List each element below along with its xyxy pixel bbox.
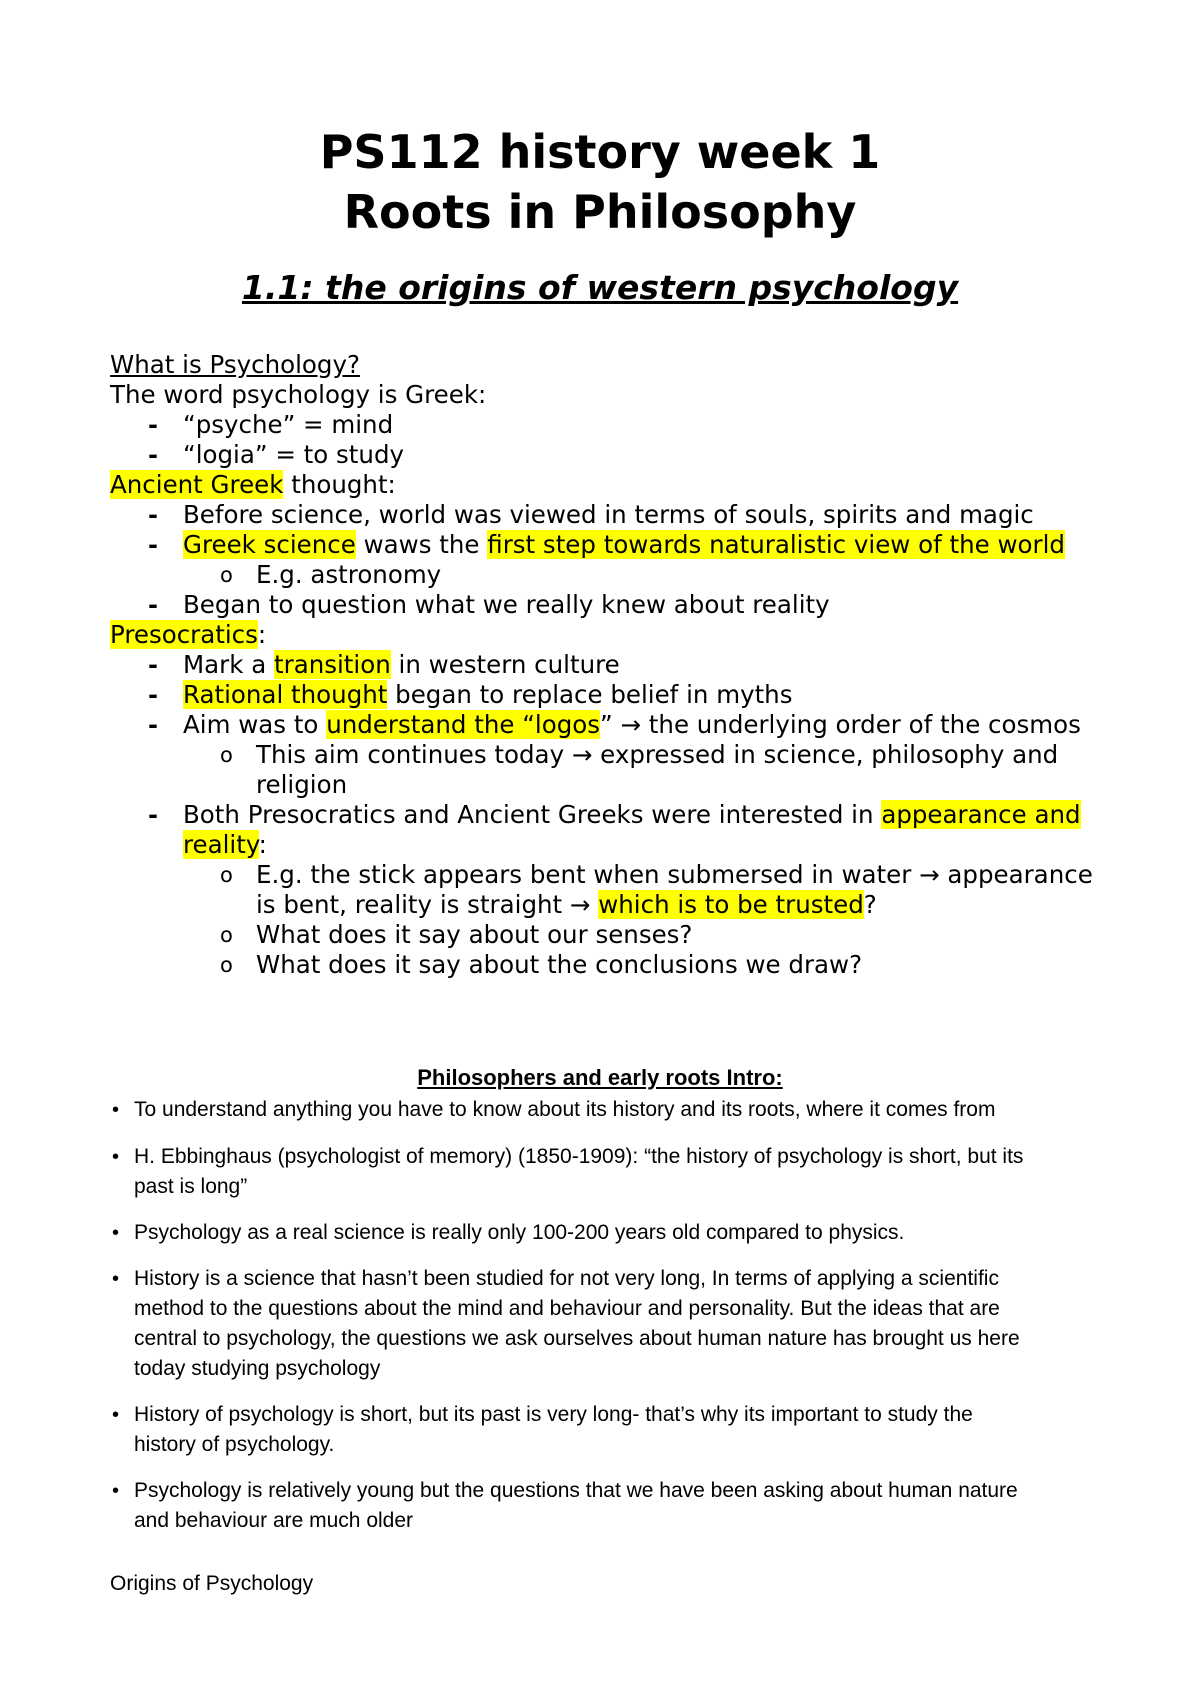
dash-bullet: - bbox=[148, 411, 158, 439]
began-question-item: Began to question what we really knew about reality bbox=[183, 590, 830, 619]
stick-example-line-1: E.g. the stick appears bent when submersed in water → appearance bbox=[256, 860, 1093, 889]
dash-bullet: - bbox=[148, 651, 158, 679]
o-bullet: o bbox=[220, 923, 233, 947]
intro-point-2-line-2: past is long” bbox=[134, 1175, 248, 1198]
section-heading: Philosophers and early roots Intro: bbox=[417, 1065, 783, 1090]
bullet-dot: • bbox=[112, 1480, 120, 1502]
what-is-psychology-heading: What is Psychology? bbox=[110, 350, 360, 379]
intro-point-2-line-1: H. Ebbinghaus (psychologist of memory) (1850-1909): “the history of psychology is short, but its bbox=[134, 1145, 1024, 1168]
dash-bullet: - bbox=[148, 801, 158, 829]
dash-bullet: - bbox=[148, 531, 158, 559]
aim-continues-line-2: religion bbox=[256, 770, 348, 799]
greek-science-item: Greek science waws the first step towards naturalistic view of the world bbox=[183, 530, 1065, 559]
word-intro: The word psychology is Greek: bbox=[110, 380, 487, 409]
psyche-item: “psyche” = mind bbox=[183, 410, 394, 439]
intro-point-4-line-3: central to psychology, the questions we ask ourselves about human nature has brought us here bbox=[134, 1327, 1020, 1350]
bullet-dot: • bbox=[112, 1222, 120, 1244]
dash-bullet: - bbox=[148, 711, 158, 739]
intro-point-1: To understand anything you have to know about its history and its roots, where it comes from bbox=[134, 1098, 996, 1121]
ancient-greek-heading: Ancient Greek thought: bbox=[110, 470, 396, 499]
bullet-dot: • bbox=[112, 1099, 120, 1121]
intro-point-6-line-1: Psychology is relatively young but the questions that we have been asking about human nature bbox=[134, 1479, 1018, 1502]
title-line-1: PS112 history week 1 bbox=[319, 125, 881, 179]
logia-item: “logia” = to study bbox=[183, 440, 404, 469]
dash-bullet: - bbox=[148, 681, 158, 709]
aim-continues-line-1: This aim continues today → expressed in science, philosophy and bbox=[256, 740, 1059, 769]
conclusions-question: What does it say about the conclusions we draw? bbox=[256, 950, 863, 979]
appearance-item-line-1: Both Presocratics and Ancient Greeks were interested in appearance and bbox=[183, 800, 1081, 829]
intro-point-4-line-4: today studying psychology bbox=[134, 1357, 381, 1380]
dash-bullet: - bbox=[148, 441, 158, 469]
subtitle: 1.1: the origins of western psychology bbox=[241, 268, 959, 307]
o-bullet: o bbox=[220, 743, 233, 767]
intro-point-5-line-2: history of psychology. bbox=[134, 1433, 335, 1456]
presocratics-heading: Presocratics: bbox=[110, 620, 267, 649]
o-bullet: o bbox=[220, 953, 233, 977]
intro-point-6-line-2: and behaviour are much older bbox=[134, 1509, 414, 1532]
title-line-2: Roots in Philosophy bbox=[343, 185, 857, 239]
eg-astronomy-item: E.g. astronomy bbox=[256, 560, 442, 589]
logos-item: Aim was to understand the “logos” → the underlying order of the cosmos bbox=[183, 710, 1081, 739]
intro-point-5-line-1: History of psychology is short, but its past is very long- that’s why its important to study the bbox=[134, 1403, 973, 1426]
dash-bullet: - bbox=[148, 501, 158, 529]
bullet-dot: • bbox=[112, 1146, 120, 1168]
intro-point-4-line-1: History is a science that hasn’t been studied for not very long, In terms of applying a scientific bbox=[134, 1267, 999, 1290]
page-footer: Origins of Psychology bbox=[110, 1572, 314, 1595]
o-bullet: o bbox=[220, 863, 233, 887]
rational-thought-item: Rational thought began to replace belief in myths bbox=[183, 680, 793, 709]
o-bullet: o bbox=[220, 563, 233, 587]
bullet-dot: • bbox=[112, 1404, 120, 1426]
stick-example-line-2: is bent, reality is straight → which is to be trusted? bbox=[256, 890, 877, 919]
intro-point-4-line-2: method to the questions about the mind and behaviour and personality. But the ideas that are bbox=[134, 1297, 1000, 1320]
appearance-item-line-2: reality: bbox=[183, 830, 267, 859]
intro-point-3: Psychology as a real science is really only 100-200 years old compared to physics. bbox=[134, 1221, 905, 1244]
before-science-item: Before science, world was viewed in terms of souls, spirits and magic bbox=[183, 500, 1034, 529]
bullet-dot: • bbox=[112, 1268, 120, 1290]
dash-bullet: - bbox=[148, 591, 158, 619]
senses-question: What does it say about our senses? bbox=[256, 920, 693, 949]
transition-item: Mark a transition in western culture bbox=[183, 650, 620, 679]
